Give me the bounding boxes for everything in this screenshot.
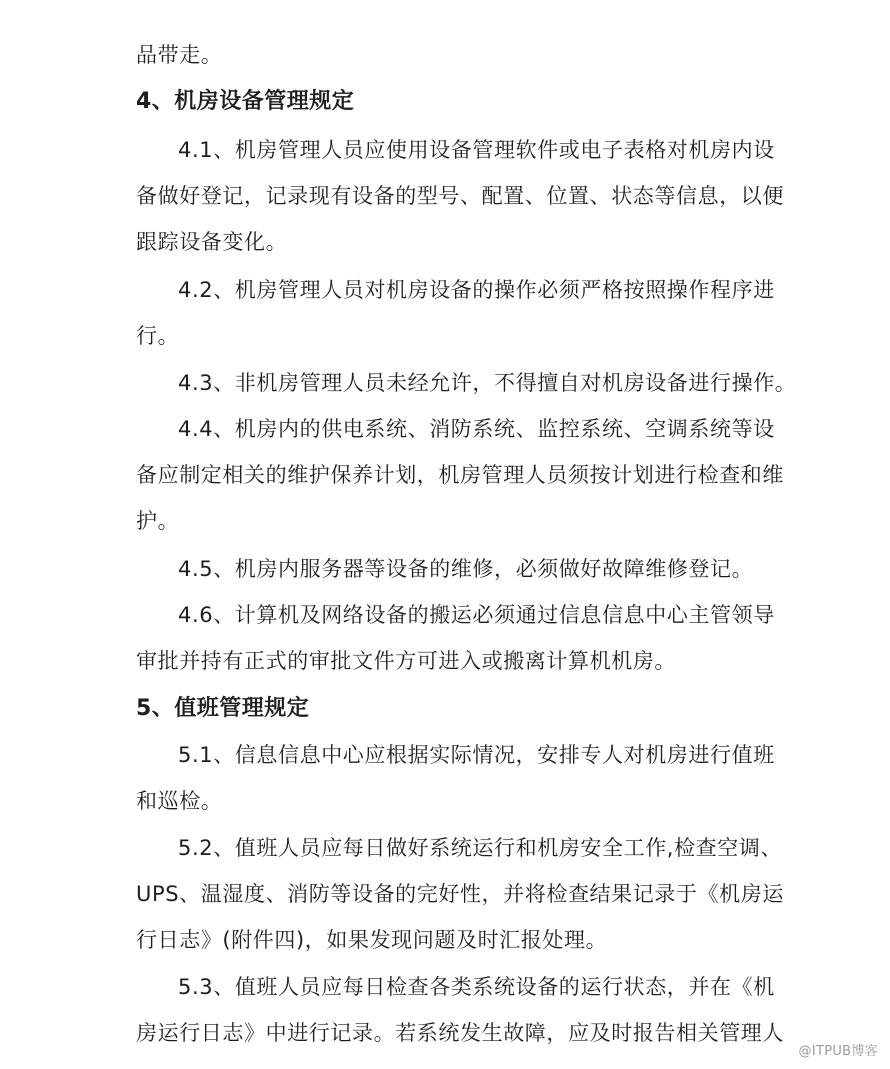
- paragraph-4-6-line-2: 审批并持有正式的审批文件方可进入或搬离计算机机房。: [136, 649, 676, 673]
- section-4-heading: 4、机房设备管理规定: [136, 89, 355, 114]
- paragraph-4-4-line-2: 备应制定相关的维护保养计划，机房管理人员须按计划进行检查和维: [136, 463, 784, 487]
- paragraph-5-2-line-2: UPS、温湿度、消防等设备的完好性，并将检查结果记录于《机房运: [136, 882, 784, 906]
- paragraph-4-5-line-1: 4.5、机房内服务器等设备的维修，必须做好故障维修登记。: [178, 557, 754, 581]
- paragraph-5-2-line-3: 行日志》(附件四)，如果发现问题及时汇报处理。: [136, 928, 608, 952]
- paragraph-5-1-line-2: 和巡检。: [136, 789, 223, 813]
- paragraph-5-2-line-1: 5.2、值班人员应每日做好系统运行和机房安全工作,检查空调、: [178, 836, 783, 860]
- section-5-heading: 5、值班管理规定: [136, 696, 310, 721]
- paragraph-5-3-line-2: 房运行日志》中进行记录。若系统发生故障，应及时报告相关管理人: [136, 1021, 784, 1045]
- paragraph-4-1-line-1: 4.1、机房管理人员应使用设备管理软件或电子表格对机房内设: [178, 138, 775, 162]
- carryover-line: 品带走。: [136, 43, 223, 67]
- paragraph-4-1-line-3: 跟踪设备变化。: [136, 230, 288, 254]
- paragraph-4-4-line-1: 4.4、机房内的供电系统、消防系统、监控系统、空调系统等设: [178, 417, 775, 441]
- paragraph-4-2-line-2: 行。: [136, 324, 180, 348]
- paragraph-5-3-line-1: 5.3、值班人员应每日检查各类系统设备的运行状态，并在《机: [178, 975, 775, 999]
- paragraph-4-3-line-1: 4.3、非机房管理人员未经允许，不得擅自对机房设备进行操作。: [178, 371, 797, 395]
- paragraph-4-2-line-1: 4.2、机房管理人员对机房设备的操作必须严格按照操作程序进: [178, 278, 775, 302]
- watermark-text: @ITPUB博客: [798, 1044, 878, 1059]
- paragraph-5-1-line-1: 5.1、信息信息中心应根据实际情况，安排专人对机房进行值班: [178, 743, 775, 767]
- paragraph-4-4-line-3: 护。: [136, 509, 180, 533]
- paragraph-4-1-line-2: 备做好登记，记录现有设备的型号、配置、位置、状态等信息，以便: [136, 184, 784, 208]
- paragraph-4-6-line-1: 4.6、计算机及网络设备的搬运必须通过信息信息中心主管领导: [178, 603, 775, 627]
